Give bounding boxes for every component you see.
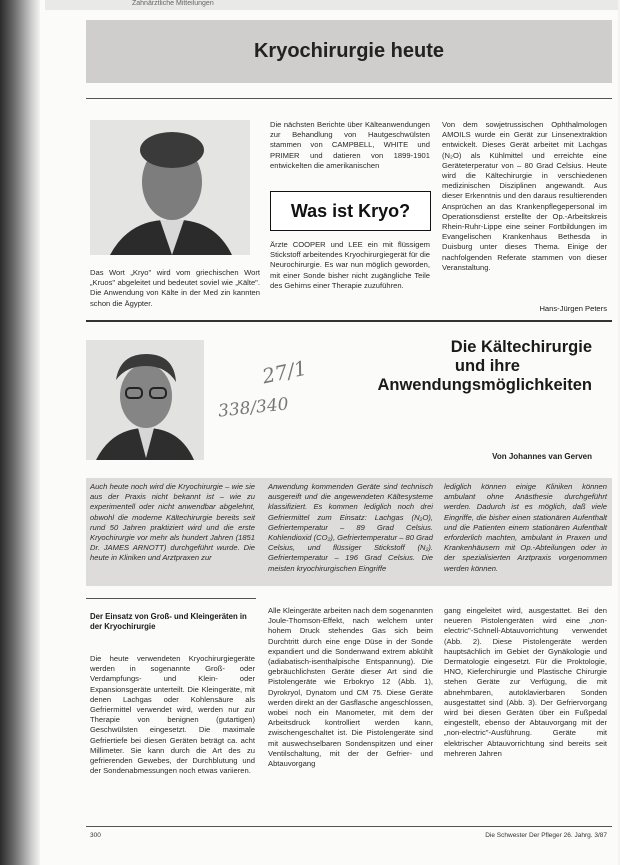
running-head: Zahnärztliche Mitteilungen (132, 0, 214, 7)
body-column-1: Die heute verwendeten Kryochirurgiegeräte werden in sogenannte Groß- oder Verdampfungs- und Klein- oder Expansionsgeräte unterteilt. Die Kleingeräte, mit denen Lachgas oder Kohlensäure als Gefriermittel verwendet wird, werden nur zur Therapie von benignen (gutartigen) Geschwülsten eingesetzt. Die maximale Gefriertiefe bei diesen Geräten beträgt ca. acht Millimeter. Sie kann durch die Art des zu gefrierenden Gewebes, der Durchblutung und der Sondenabmessungen noch etwas variieren. (90, 654, 255, 776)
body-column-2: Alle Kleingeräte arbeiten nach dem sogenannten Joule-Thomson-Effekt, nach welchem unter hohem Druck stehendes Gas sich beim Durchtritt durch eine enge Düse in der Sonde expandiert und die Sondenwand extrem abkühlt (adiabatisch-isenthalpische Entspannung). Die gebräuchlichsten Geräte dieser Art sind die Pistolengeräte wie Erbokryo 12 (Abb. 1), Dyrokryol, Dynatom und CM 75. Diese Geräte werden direkt an der Gasflasche angeschlossen, wobei noch ein Manometer, mit dem der Arbeitsdruck kontrolliert werden kann, zwischengeschaltet ist. Die Pistolengeräte sind mit auswechselbaren Sondenspitzen und einer Ventilschaltung, mit der der Gefrier- und Abtauvorgang (268, 606, 433, 769)
lead-column-3: lediglich können einige Kliniken können ambulant ohne Anästhesie durchgeführt werden. Dadurch ist es möglich, daß viele Eingriffe, die bisher einen stationären Aufenthalt und die Patienten einem stationären Aufenthalt erforderlich machten, ambulant in Praxen und Krankenhäusern mit Op.-Abteilungen oder in der spezialisierten Arztpraxis vorgenommen werden können. (444, 482, 607, 573)
intro-column-2b: Ärzte COOPER und LEE ein mit flüssigem Stickstoff arbeitendes Kryochirurgiegerät für die Neurochirurgie. Es war nun möglich geworden, mit einer Sonde bisher nicht zugängliche Teile des Gehirns einer Therapie zuzuführen. (270, 240, 430, 290)
intro-signature: Hans-Jürgen Peters (539, 304, 607, 313)
article-author: Von Johannes van Gerven (492, 452, 592, 461)
article-headline (300, 338, 592, 395)
journal-footer: Die Schwester Der Pfleger 26. Jahrg. 3/87 (485, 832, 607, 839)
divider (86, 98, 612, 99)
lead-column-2: Anwendung kommenden Geräte sind technisch ausgereift und die angewendeten Kältesysteme klassifiziert. Es kommen lediglich noch drei Gefriermittel zum Einsatz: Lachgas (N₂O), Gefriertemperatur – 89 Grad Celsius. Kohlendioxid (CO₂), Gefriertemperatur – 80 Grad Celsius, und flüssiger Stickstoff (N₂). Gefriertemperatur – 196 Grad Celsius. Die meisten kryochirurgischen Eingriffe (268, 482, 433, 573)
section-subhead: Der Einsatz von Groß- und Kleingeräten in der Kryochirurgie (90, 612, 247, 631)
author-photo-peters (90, 120, 250, 255)
kryo-box-title: Was ist Kryo? (270, 191, 431, 231)
page-binding-edge (0, 0, 40, 865)
headline-line-2: und ihre (454, 357, 520, 375)
lead-column-1: Auch heute noch wird die Kryochirurgie – wie sie aus der Praxis nicht bekannt ist – wie zu experimentell oder nicht anwendbar abgelehnt, obwohl die moderne Kältechirurgie bereits seit rund 50 Jahren praktiziert wird und die erste Kryochirurgie vor mehr als hundert Jahren (1851 Dr. JAMES ARNOTT) durchgeführt wurde. Die heute in Kliniken und Arztpraxen zur (90, 482, 255, 563)
handwritten-note-1: 27/1 (259, 355, 309, 389)
page-title: Kryochirurgie heute (253, 40, 445, 62)
headline-line-3: Anwendungsmöglichkeiten (377, 376, 592, 394)
intro-column-1: Das Wort „Kryo" wird vom griechischen Wort „Kruos" abgeleitet und bedeutet soviel wie „Kälte". Die Anwendung von Kälte in der Med zin kannten schon die Ägypter. (90, 268, 260, 308)
handwritten-note-2: 338/340 (217, 394, 290, 422)
intro-column-2a: Die nächsten Berichte über Kälteanwendungen zur Behandlung von Hautgeschwülsten stammen von CAMPBELL, WHITE und PRIMER und datieren von 1899-1901 entwickelten die amerikanischen (270, 120, 430, 170)
headline-line-1: Die Kältechirurgie (450, 338, 592, 356)
section-divider (86, 320, 612, 322)
subhead-rule (86, 598, 256, 599)
body-column-3: gang eingeleitet wird, ausgestattet. Bei den neueren Pistolengeräten wird eine „non-electric"-Schnell-Abtauvorrichtung verwendet (Abb. 2). Diese Pistolengeräte werden hauptsächlich im Gebiet der Gynäkologie und Dermatologie eingesetzt. Für die Proktologie, HNO, Kieferchirurgie und Plastische Chirurgie stehen Geräte zur Verfügung, die mit abnehmbaren, autoklavierbaren Sonden ausgestattet sind (Abb. 3). Der Gefriervorgang wird bei diesen Geräten über ein Fußpedal eingestellt, ebenso der Abtauvorgang mit der „non-electric"-Ausführung. Geräte mit elektrischer Abtauvorrichtung sind bereits seit mehreren Jahren (444, 606, 607, 758)
footer-rule (86, 826, 612, 827)
author-photo-van-gerven (86, 340, 204, 460)
page-number: 300 (90, 832, 101, 839)
intro-column-3: Von dem sowjetrussischen Ophthalmologen AMOILS wurde ein Gerät zur Linsenextraktion entwickelt. Dieses Gerät arbeitet mit Lachgas (N₂O) als Kühlmittel und erreichte eine Geräteterperatur von – 80 Grad Celsius. Heute wird die Kältechirurgie in verschiedenen medizinischen Disziplinen angewandt. Aus dieser Erkenntnis und den daraus resultierenden Ansprüchen an das Krankenpflegepersonal im Operationsdienst erstellte der Op.-Arbeitskreis Rhein-Ruhr-Lippe eine seiner Fortbildungen im Evangelischen Krankenhaus Bethesda in Duisburg unter dieses Thema. Einige der nachfolgenden Referate stammen von dieser Veranstaltung. (442, 120, 607, 272)
top-strip (45, 0, 618, 10)
